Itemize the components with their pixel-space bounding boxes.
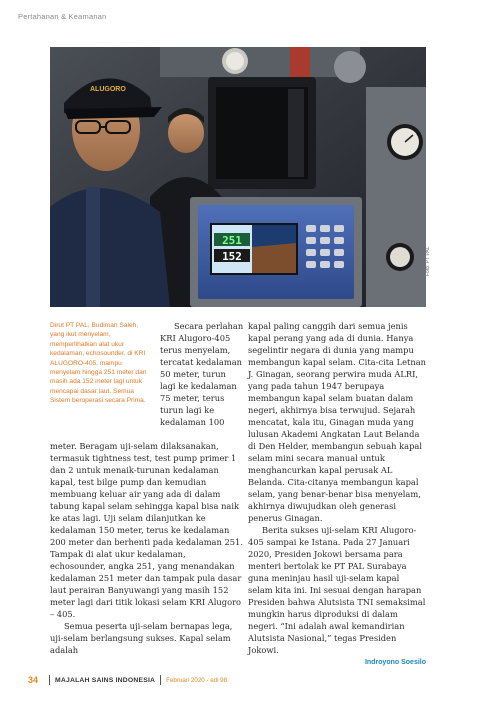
page-number: 34 bbox=[28, 675, 39, 685]
photo-credit: Foto: PT PAL bbox=[425, 246, 431, 276]
submarine-control-room-illustration bbox=[50, 47, 426, 307]
seabed-readout: 152 bbox=[222, 250, 242, 263]
depth-readout: 251 bbox=[222, 234, 242, 247]
footer-divider bbox=[160, 675, 161, 685]
footer-divider bbox=[49, 675, 50, 685]
author-byline: Indroyono Soesilo bbox=[364, 659, 426, 666]
article-photo bbox=[50, 47, 426, 307]
issue-info: Februari 2020 - edi 98 bbox=[166, 676, 228, 684]
article-column-a bbox=[160, 320, 244, 428]
section-header: Pertahanan & Keamanan bbox=[18, 12, 107, 21]
paragraph: Secara perlahan KRI Alugoro-405 terus menyelam, tercatat kedalaman 50 meter, turun lagi ke kedalaman 75 meter, terus turun lagi ke kedalaman 100 bbox=[160, 321, 244, 427]
magazine-name: MAJALAH SAINS INDONESIA bbox=[55, 676, 156, 684]
paragraph: Berita sukses uji-selam KRI Alugoro-405 sampai ke Istana. Pada 27 Januari 2020, Presiden Jokowi bersama para menteri bertolak ke PT PAL Surabaya guna meninjau hasil uji-selam kapal selam kita ini. Ini sesuai dengan harapan Presiden bahwa Alutsista TNI semaksimal mungkin harus diproduksi di dalam negeri. “Ini adalah awal kemandirian Alutsista Nasional,” tegas Presiden Jokowi. bbox=[248, 525, 426, 655]
article-column-b bbox=[50, 440, 243, 656]
caption-text: Dirut PT PAL, Budiman Saleh, yang ikut menyelam, memperlihatkan alat ukur kedalaman, echosounder, di KRI ALUGORO-405, mampu menyelam hingga 251 meter dan masih ada 152 meter lagi untuk mencapai dasar laut. Semua Sistem beroperasi secara Prima. bbox=[50, 322, 147, 405]
page-footer bbox=[28, 674, 227, 686]
paragraph: Semua peserta uji-selam bernapas lega, uji-selam berlangsung sukses. Kapal selam adalah bbox=[50, 621, 233, 655]
photo-caption bbox=[50, 321, 154, 406]
article-column-c bbox=[248, 320, 426, 669]
paragraph: meter. Beragam uji-selam dilaksanakan, termasuk tightness test, test pump primer 1 dan 2 untuk menaik-turunan kedalaman kapal, test bilge pump dan kemudian membuang keluar air yang ada di dalam tabung kapal selam sehingga kapal bisa naik ke atas lagi. Uji selam dilanjutkan ke kedalaman 150 meter, terus ke kedalaman 200 meter dan berhenti pada kedalaman 251. Tampak di alat ukur kedalaman, echosounder, angka 251, yang menandakan kedalaman 251 meter dan tampak pula dasar laut perairan Banyuwangi yang masih 152 meter lagi dari titik lokasi selam KRI Alugoro – 405. bbox=[50, 441, 243, 619]
cap-label: ALUGORO bbox=[90, 86, 126, 93]
paragraph: kapal paling canggih dari semua jenis kapal perang yang ada di dunia. Hanya segelintir negara di dunia yang mampu membangun kapal selam. Cita-cita Letnan J. Ginagan, seorang perwira muda ALRI, yang pada tahun 1947 berupaya membangun kapal selam buatan dalam negeri, akhirnya bisa terwujud. Sejarah mencatat, kala itu, Ginagan muda yang lulusan Akademi Angkatan Laut Belanda di Den Helder, membangun sebuah kapal selam mini secara manual untuk menghancurkan kapal perusak AL Belanda. Cita-citanya membangun kapal selam, yang benar-benar bisa menyelam, akhirnya diwujudkan oleh generasi penerus Ginagan. bbox=[248, 321, 427, 523]
